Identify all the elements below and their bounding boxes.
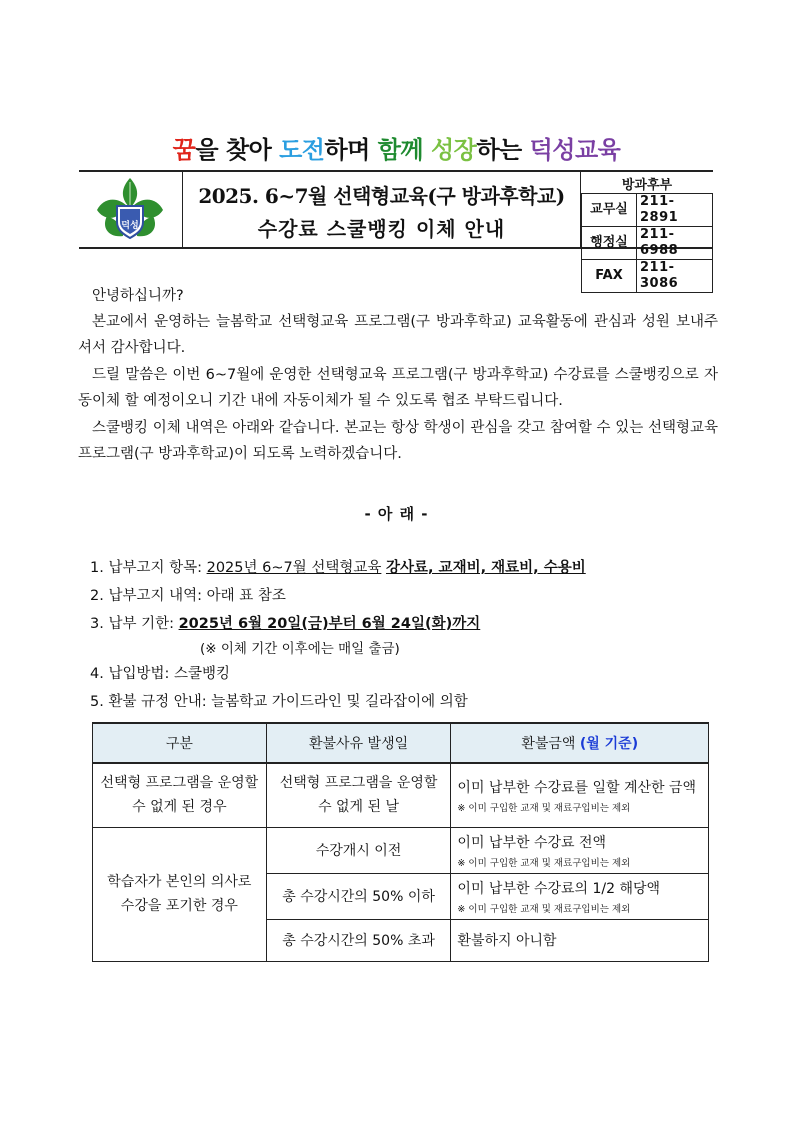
contact-table xyxy=(581,193,713,293)
item-period: 2025년 6~7월 선택형교육 xyxy=(206,560,382,576)
row-occurrence: 총 수강시간의 50% 이하 xyxy=(266,873,451,919)
deadline-note: (※ 이체 기간 이후에는 매일 출금) xyxy=(200,641,400,657)
slogan xyxy=(0,130,793,165)
item-label: 1. 납부고지 항목: xyxy=(90,560,207,576)
refund-table xyxy=(92,722,709,962)
list-item-refund-policy: 5. 환불 규정 안내: 늘봄학교 가이드라인 및 길라잡이에 의함 xyxy=(90,694,468,710)
contact-number: 211-3086 xyxy=(637,260,713,293)
contact-label: 행정실 xyxy=(582,227,637,260)
header-amount-label: 환불금액 xyxy=(521,736,580,752)
row-occurrence: 선택형 프로그램을 운영할 수 없게 된 날 xyxy=(266,763,451,827)
slogan-part xyxy=(423,136,431,164)
slogan-part: 덕성교육 xyxy=(529,136,621,164)
slogan-part: 함께 xyxy=(377,136,424,164)
slogan-part: 도전 xyxy=(279,136,325,164)
slogan-part: 꿈 xyxy=(172,136,196,164)
list-item-payment-items xyxy=(90,556,586,577)
list-item-payment-method: 4. 납입방법: 스쿨뱅킹 xyxy=(90,666,230,682)
list-item-deadline xyxy=(90,612,480,633)
contact-label: 교무실 xyxy=(582,194,637,227)
logo-text: 덕성 xyxy=(121,221,139,231)
item-label: 3. 납부 기한: xyxy=(90,616,179,632)
contact-number: 211-6988 xyxy=(637,227,713,260)
amount-text: 이미 납부한 수강료를 일할 계산한 금액 xyxy=(457,779,697,796)
paragraph-intro: 본교에서 운영하는 늘봄학교 선택형교육 프로그램(구 방과후학교) 교육활동에 관심과 성원 보내주셔서 감사합니다. xyxy=(78,314,718,356)
header-occurrence: 환불사유 발생일 xyxy=(266,723,451,763)
header-amount xyxy=(451,723,709,763)
title-cell xyxy=(183,172,581,247)
slogan-part: 하는 xyxy=(476,136,530,164)
header-amount-basis: (월 기준) xyxy=(579,736,639,752)
table-header-row xyxy=(93,723,709,763)
department-name: 방과후부 xyxy=(621,178,673,193)
deadline-range: 2025년 6월 20일(금)부터 6월 24일(화)까지 xyxy=(178,616,481,632)
amount-note: ※ 이미 구입한 교재 및 재료구입비는 제외 xyxy=(457,857,631,869)
amount-text: 이미 납부한 수강료의 1/2 해당액 xyxy=(457,880,661,897)
contact-row xyxy=(582,260,713,293)
row-category: 선택형 프로그램을 운영할 수 없게 된 경우 xyxy=(93,763,267,827)
school-emblem-icon xyxy=(93,176,167,244)
row-occurrence: 총 수강시간의 50% 초과 xyxy=(266,919,451,961)
section-title: - 아 래 - xyxy=(364,505,429,523)
row-amount xyxy=(451,763,709,827)
document-title-line2: 수강료 스쿨뱅킹 이체 안내 xyxy=(257,217,506,241)
paragraph-details: 스쿨뱅킹 이체 내역은 아래와 같습니다. 본교는 항상 학생이 관심을 갖고 참여할 수 있는 선택형교육 프로그램(구 방과후학교)이 되도록 노력하겠습니다. xyxy=(78,420,718,462)
item-fees: 강사료, 교재비, 재료비, 수용비 xyxy=(385,560,586,576)
header-category: 구분 xyxy=(93,723,267,763)
greeting: 안녕하십니까? xyxy=(92,288,184,304)
table-row xyxy=(93,827,709,873)
slogan-part: 하며 xyxy=(324,136,378,164)
document-title-line1: 2025. 6~7월 선택형교육(구 방과후학교) xyxy=(198,184,565,208)
row-amount xyxy=(451,827,709,873)
row-amount: 환불하지 아니함 xyxy=(451,919,709,961)
table-row xyxy=(93,763,709,827)
slogan-part: 성장 xyxy=(430,136,477,164)
amount-note: ※ 이미 구입한 교재 및 재료구입비는 제외 xyxy=(457,802,631,814)
row-occurrence: 수강개시 이전 xyxy=(266,827,451,873)
school-logo-cell xyxy=(79,172,183,247)
row-amount xyxy=(451,873,709,919)
contact-box xyxy=(581,172,713,291)
amount-note: ※ 이미 구입한 교재 및 재료구입비는 제외 xyxy=(457,903,631,915)
slogan-part: 을 찾아 xyxy=(195,136,280,164)
contact-label: FAX xyxy=(582,260,637,293)
contact-row xyxy=(582,194,713,227)
list-item-payment-details: 2. 납부고지 내역: 아래 표 참조 xyxy=(90,588,286,604)
contact-number: 211-2891 xyxy=(637,194,713,227)
paragraph-notice: 드릴 말씀은 이번 6~7월에 운영한 선택형교육 프로그램(구 방과후학교) 수강료를 스쿨뱅킹으로 자동이체 할 예정이오니 기간 내에 자동이체가 될 수 있도록 협조 부탁드립니다. xyxy=(78,367,718,409)
amount-text: 이미 납부한 수강료 전액 xyxy=(457,834,607,851)
row-category: 학습자가 본인의 의사로 수강을 포기한 경우 xyxy=(93,827,267,961)
contact-row xyxy=(582,227,713,260)
